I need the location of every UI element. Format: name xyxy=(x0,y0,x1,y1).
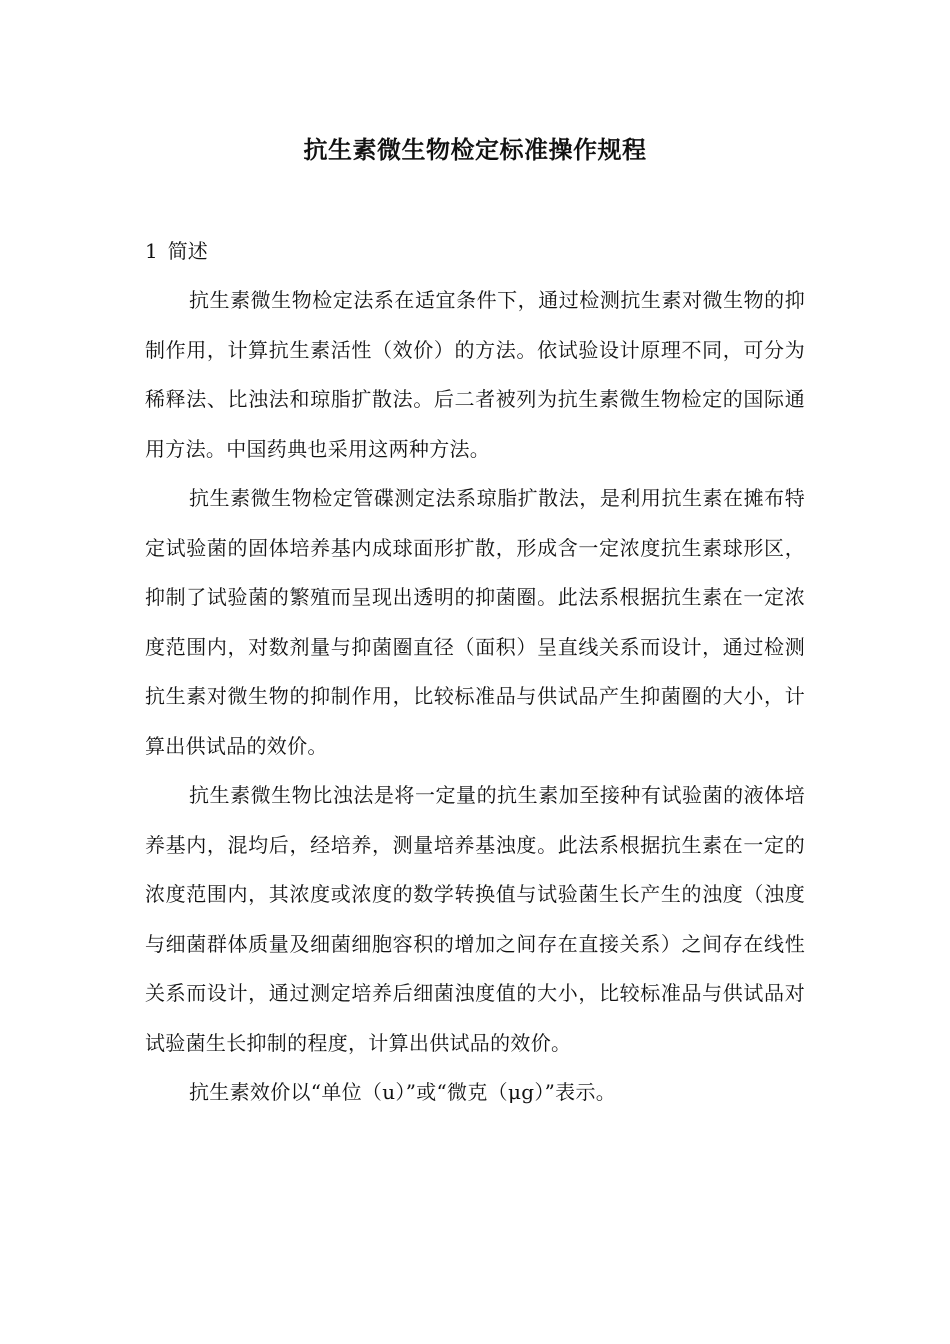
section-title: 简述 xyxy=(167,239,208,263)
paragraph-potency-units: 抗生素效价以“单位（u）”或“微克（μg）”表示。 xyxy=(189,1080,617,1104)
document-body xyxy=(145,227,805,1118)
paragraph-turbidimetric: 抗生素微生物比浊法是将一定量的抗生素加至接种有试验菌的液体培养基内，混均后，经培养，测量培养基浊度。此法系根据抗生素在一定的浓度范围内，其浓度或浓度的数学转换值与试验菌生长产生的浊度（浊度与细菌群体质量及细菌细胞容积的增加之间存在直接关系）之间存在线性关系而设计，通过测定培养后细菌浊度值的大小，比较标准品与供试品对试验菌生长抑制的程度，计算出供试品的效价。 xyxy=(145,783,805,1055)
paragraph-intro: 抗生素微生物检定法系在适宜条件下，通过检测抗生素对微生物的抑制作用，计算抗生素活性（效价）的方法。依试验设计原理不同，可分为稀释法、比浊法和琼脂扩散法。后二者被列为抗生素微生物检定的国际通用方法。中国药典也采用这两种方法。 xyxy=(145,288,805,461)
section-number: 1 xyxy=(145,239,158,263)
section-heading xyxy=(145,227,805,276)
document-title: 抗生素微生物检定标准操作规程 xyxy=(303,135,647,164)
paragraph-cylinder-plate: 抗生素微生物检定管碟测定法系琼脂扩散法，是利用抗生素在摊布特定试验菌的固体培养基内成球面形扩散，形成含一定浓度抗生素球形区，抑制了试验菌的繁殖而呈现出透明的抑菌圈。此法系根据抗生素在一定浓度范围内，对数剂量与抑菌圈直径（面积）呈直线关系而设计，通过检测抗生素对微生物的抑制作用，比较标准品与供试品产生抑菌圈的大小，计算出供试品的效价。 xyxy=(145,486,805,758)
